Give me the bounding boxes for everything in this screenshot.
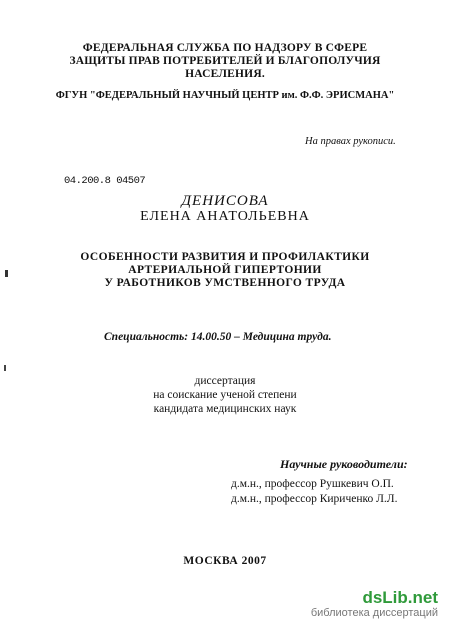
- registry-code: 04.200.8 04507: [64, 175, 146, 187]
- author-surname: ДЕНИСОВА: [181, 193, 269, 209]
- title-line-1: ОСОБЕННОСТИ РАЗВИТИЯ И ПРОФИЛАКТИКИ: [80, 251, 370, 263]
- title-line-3: У РАБОТНИКОВ УМСТВЕННОГО ТРУДА: [104, 277, 346, 289]
- city-year: МОСКВА 2007: [183, 555, 267, 567]
- degree-line-3: кандидата медицинских наук: [153, 403, 297, 415]
- header-line-3: НАСЕЛЕНИЯ.: [185, 68, 265, 80]
- scan-mark: [5, 270, 8, 277]
- watermark-subtitle: библиотека диссертаций: [310, 607, 438, 619]
- author-given-names: ЕЛЕНА АНАТОЛЬЕВНА: [140, 209, 310, 224]
- specialty: Специальность: 14.00.50 – Медицина труда.: [104, 331, 332, 343]
- institution-name: ФГУН "ФЕДЕРАЛЬНЫЙ НАУЧНЫЙ ЦЕНТР им. Ф.Ф. ЭРИСМАНА": [55, 90, 395, 101]
- scan-mark: [4, 365, 6, 371]
- watermark-logo: dsLib.net: [362, 588, 438, 607]
- supervisors-heading: Научные руководители:: [280, 457, 408, 471]
- title-line-2: АРТЕРИАЛЬНОЙ ГИПЕРТОНИИ: [128, 264, 322, 276]
- watermark: [311, 589, 438, 620]
- header-line-2: ЗАЩИТЫ ПРАВ ПОТРЕБИТЕЛЕЙ И БЛАГОПОЛУЧИЯ: [69, 55, 381, 67]
- supervisor-1: д.м.н., профессор Рушкевич О.П.: [231, 478, 394, 490]
- supervisor-2: д.м.н., профессор Кириченко Л.Л.: [231, 493, 398, 505]
- degree-line-1: диссертация: [194, 375, 256, 387]
- manuscript-note: На правах рукописи.: [305, 136, 396, 147]
- degree-line-2: на соискание ученой степени: [153, 389, 297, 401]
- header-line-1: ФЕДЕРАЛЬНАЯ СЛУЖБА ПО НАДЗОРУ В СФЕРЕ: [82, 42, 368, 54]
